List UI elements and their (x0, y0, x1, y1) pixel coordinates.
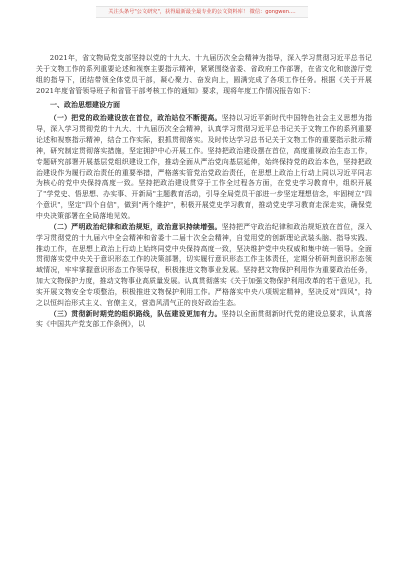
body-organization-line: 坚持以全面贯彻新时代党的建设总要求，认真落实《中国共产党支部工作条例》，以 (36, 309, 372, 329)
body-political-discipline: 坚持把严守政治纪律和政治规矩放在首位，深入学习贯彻党的十九届六中全会精神和省委十二届十次全会精神，自觉用党的创新理论武装头脑、指导实践、推动工作，在思想上政治上行动上始终同党中央保持高度一致，坚决维护党中央权威和集中统一领导。全面贯彻落实党中央关于意识形态工作的决策部署，切实履行意识形态工作主体责任，定期分析研判意识形态领域情况，牢牢掌握意识形态工作领导权，积极推进文物事业发展。坚持把文物保护利用作为重要政治任务，加大文物保护力度，推动文物事业高质量发展。认真贯彻落实《关于加强文物保护利用改革的若干意见》，扎实开展文物安全专项整治，积极推进文物保护利用工作。严格落实中央八项规定精神，坚决反对"四风"，持之以恒纠治形式主义、官僚主义，营造风清气正的良好政治生态。 (36, 222, 372, 307)
body-political-construction: 坚持以习近平新时代中国特色社会主义思想为指导，深入学习贯彻党的十九大、十九届历次全会精神，认真学习贯彻习近平总书记关于文物工作的系列重要论述和视察指示精神，结合工作实际，狠抓贯彻落实。及时传达学习总书记关于文物工作的重要指示批示精神，研究制定贯彻落实措施，坚定拥护中心开展工作。坚持把政治建设摆在首位，高度重视政治生态工作，专题研究部署开展基层党组织建设工作，推动全面从严治党向基层延伸，始终保持党的政治本色，坚持把政治建设作为履行政治责任的重要举措，严格落实管党治党政治责任，在思想上政治上行动上同以习近平同志为核心的党中央保持高度一致。坚持把政治建设贯穿于工作全过程各方面，在党史学习教育中，组织开展了"学党史、悟思想、办实事、开新局"主题教育活动，引导全局党员干部进一步坚定理想信念，牢固树立"四个意识"，坚定"四个自信"，做到"两个维护"，积极开展党史学习教育，推动党史学习教育走深走实，确保党中央决策部署在全局落地见效。 (36, 114, 372, 220)
section-heading-political: 一、政治思想建设方面 (50, 101, 120, 110)
promo-banner[interactable]: 关注头条号"公文研究"，获得最新最全最专业的公文资料库！ 微信：gongwen.... (96, 6, 308, 18)
intro-paragraph: 2021年，省文物局党支部坚持以党的十九大、十九届历次全会精神为指导，深入学习贯彻习近平总书记关于文物工作的系列重要论述和视察主要指示精神，紧紧围绕省委、省政府工作部署，在省文化和旅游厅党组的指导下，团结带领全体党员干部，凝心聚力、奋发向上，圆满完成了各项工作任务。根据《关于开展2021年度省管领导班子和省管干部考核工作的通知》要求，现将年度工作情况报告如下： (36, 54, 372, 95)
document-body (36, 53, 372, 330)
paragraph-political-discipline (36, 222, 372, 309)
paragraph-organization-line (36, 309, 372, 331)
subheading-political-construction: （一）把党的政治建设放在首位，政治站位不断提高。 (49, 114, 222, 123)
subheading-organization-line: （三）贯彻新时期党的组织路线，队伍建设更加有力。 (49, 309, 222, 318)
paragraph-political-construction (36, 113, 372, 221)
subheading-political-discipline: （二）严明政治纪律和政治规矩，政治意识持续增强。 (49, 222, 222, 231)
